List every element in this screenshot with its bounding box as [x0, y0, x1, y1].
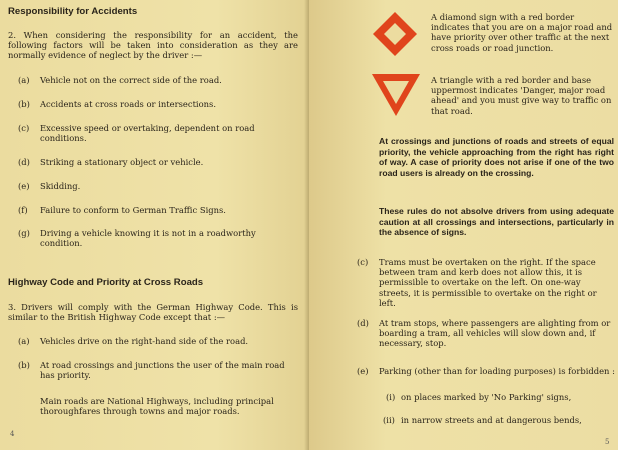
item-label: (g)	[18, 228, 30, 238]
page-number: 5	[605, 438, 610, 446]
item-text: on places marked by 'No Parking' signs,	[401, 392, 572, 402]
item-label: (e)	[18, 181, 30, 191]
priority-rule: At crossings and junctions of roads and streets of equal priority, the vehicle approaching from the right has right of way. A case of priority does not arise if one of the two road users is already on the crossing.	[379, 136, 614, 178]
heading-highway-code: Highway Code and Priority at Cross Roads	[8, 277, 204, 288]
heading-responsibility: Responsibility for Accidents	[8, 6, 138, 17]
item-text: Accidents at cross roads or intersections.	[40, 99, 217, 109]
item-text: Driving a vehicle knowing it is not in a roadworthy condition.	[40, 228, 256, 249]
paragraph-3: 3. Drivers will comply with the German Highway Code. This is similar to the British Highway Code except that :—	[8, 302, 298, 323]
item-label: (a)	[18, 336, 30, 346]
item-text: Striking a stationary object or vehicle.	[40, 157, 204, 167]
item-text: At tram stops, where passengers are alighting from or boarding a tram, all vehicles will slow down and, if necessary, stop.	[379, 318, 611, 349]
item-text: Vehicles drive on the right-hand side of the road.	[40, 336, 249, 346]
item-label: (b)	[18, 99, 30, 109]
caution-rule: These rules do not absolve drivers from using adequate caution at all crossings and intersections, particularly in the absence of signs.	[379, 206, 614, 238]
item-text: in narrow streets and at dangerous bends,	[401, 415, 582, 425]
triangle-sign-icon	[370, 72, 422, 118]
item-label: (d)	[18, 157, 30, 167]
main-roads-note: Main roads are National Highways, including principal thoroughfares through towns and major roads.	[40, 396, 274, 417]
item-text: Excessive speed or overtaking, dependent on road conditions.	[40, 123, 255, 144]
item-text: Parking (other than for loading purposes) is forbidden :	[379, 366, 615, 376]
item-text: Vehicle not on the correct side of the road.	[40, 75, 222, 85]
item-label: (c)	[18, 123, 30, 133]
item-text: At road crossings and junctions the user of the main road has priority.	[40, 360, 285, 381]
item-label: (a)	[18, 75, 30, 85]
item-label: (f)	[18, 205, 28, 215]
paragraph-2: 2. When considering the responsibility for an accident, the following factors will be taken into consideration as they are normally evidence of neglect by the driver :—	[8, 30, 298, 61]
diamond-sign-icon	[371, 10, 419, 58]
page-number: 4	[10, 430, 15, 438]
item-label: (i)	[386, 392, 396, 402]
item-label: (c)	[357, 257, 369, 267]
right-page	[309, 0, 618, 450]
diamond-sign-description: A diamond sign with a red border indicates that you are on a major road and have priority over other traffic at the next cross roads or road junction.	[431, 12, 613, 53]
item-label: (ii)	[383, 415, 395, 425]
item-text: Skidding.	[40, 181, 81, 191]
triangle-sign-description: A triangle with a red border and base uppermost indicates 'Danger, major road ahead' and you must give way to traffic on that road.	[431, 75, 612, 116]
item-label: (d)	[357, 318, 369, 328]
item-label: (b)	[18, 360, 30, 370]
item-text: Trams must be overtaken on the right. If the space between tram and kerb does not allow this, it is permissible to overtake on the left. On one-way streets, it is permissible to overtake on the right or left.	[379, 257, 597, 308]
item-label: (e)	[357, 366, 369, 376]
item-text: Failure to conform to German Traffic Signs.	[40, 205, 226, 215]
